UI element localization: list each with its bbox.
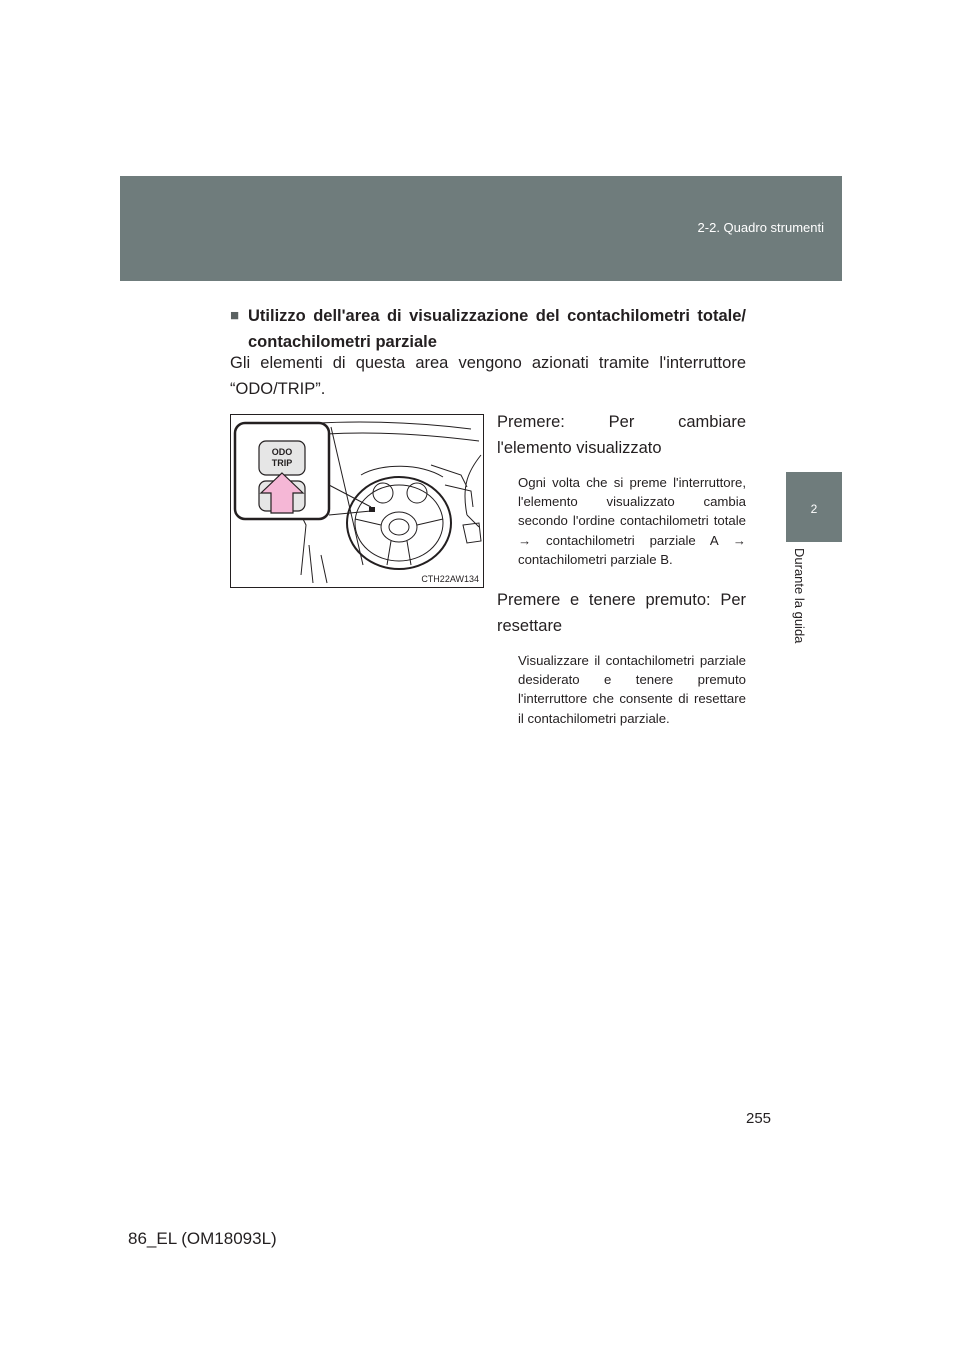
- page-number: 255: [746, 1110, 772, 1127]
- section-title-text: Utilizzo dell'area di visualizzazione del contachilometri totale/ contachilometri parziale: [248, 307, 746, 351]
- button-label-trip: TRIP: [271, 458, 293, 468]
- step-2-title: Premere e tenere premuto: Per resettare: [497, 591, 746, 635]
- header-bar: [120, 176, 842, 281]
- square-bullet-icon: ■: [230, 307, 240, 324]
- step-1: [497, 409, 746, 569]
- dashboard-drawing: [231, 415, 483, 587]
- wheel-button-icon: [369, 507, 375, 512]
- section-heading: 2-2. Quadro strumenti: [697, 220, 824, 235]
- manual-code: 86_EL (OM18093L): [128, 1229, 277, 1248]
- chapter-number: 2: [810, 502, 818, 516]
- intro-paragraph: Gli elementi di questa area vengono azionati tramite l'interruttore “ODO/TRIP”.: [230, 354, 746, 398]
- chapter-label: Durante la guida: [792, 548, 807, 644]
- figure-code: CTH22AW134: [421, 574, 479, 584]
- step-2-body: Visualizzare il contachilometri parziale desiderato e tenere premuto l'interruttore che consente di resettare il contachilometri parziale.: [518, 653, 746, 726]
- section-title: [230, 303, 746, 355]
- step-1-body: Ogni volta che si preme l'interruttore, l'elemento visualizzato cambia secondo l'ordine contachilometri totale → contachilometri parziale A → contachilometri parziale B.: [518, 475, 746, 567]
- step-2: [497, 587, 746, 728]
- step-1-title: Premere: Per cambiare l'elemento visualizzato: [497, 413, 746, 457]
- odo-trip-illustration: [230, 414, 484, 588]
- chapter-tab: [786, 472, 842, 542]
- button-label-odo: ODO: [271, 447, 293, 457]
